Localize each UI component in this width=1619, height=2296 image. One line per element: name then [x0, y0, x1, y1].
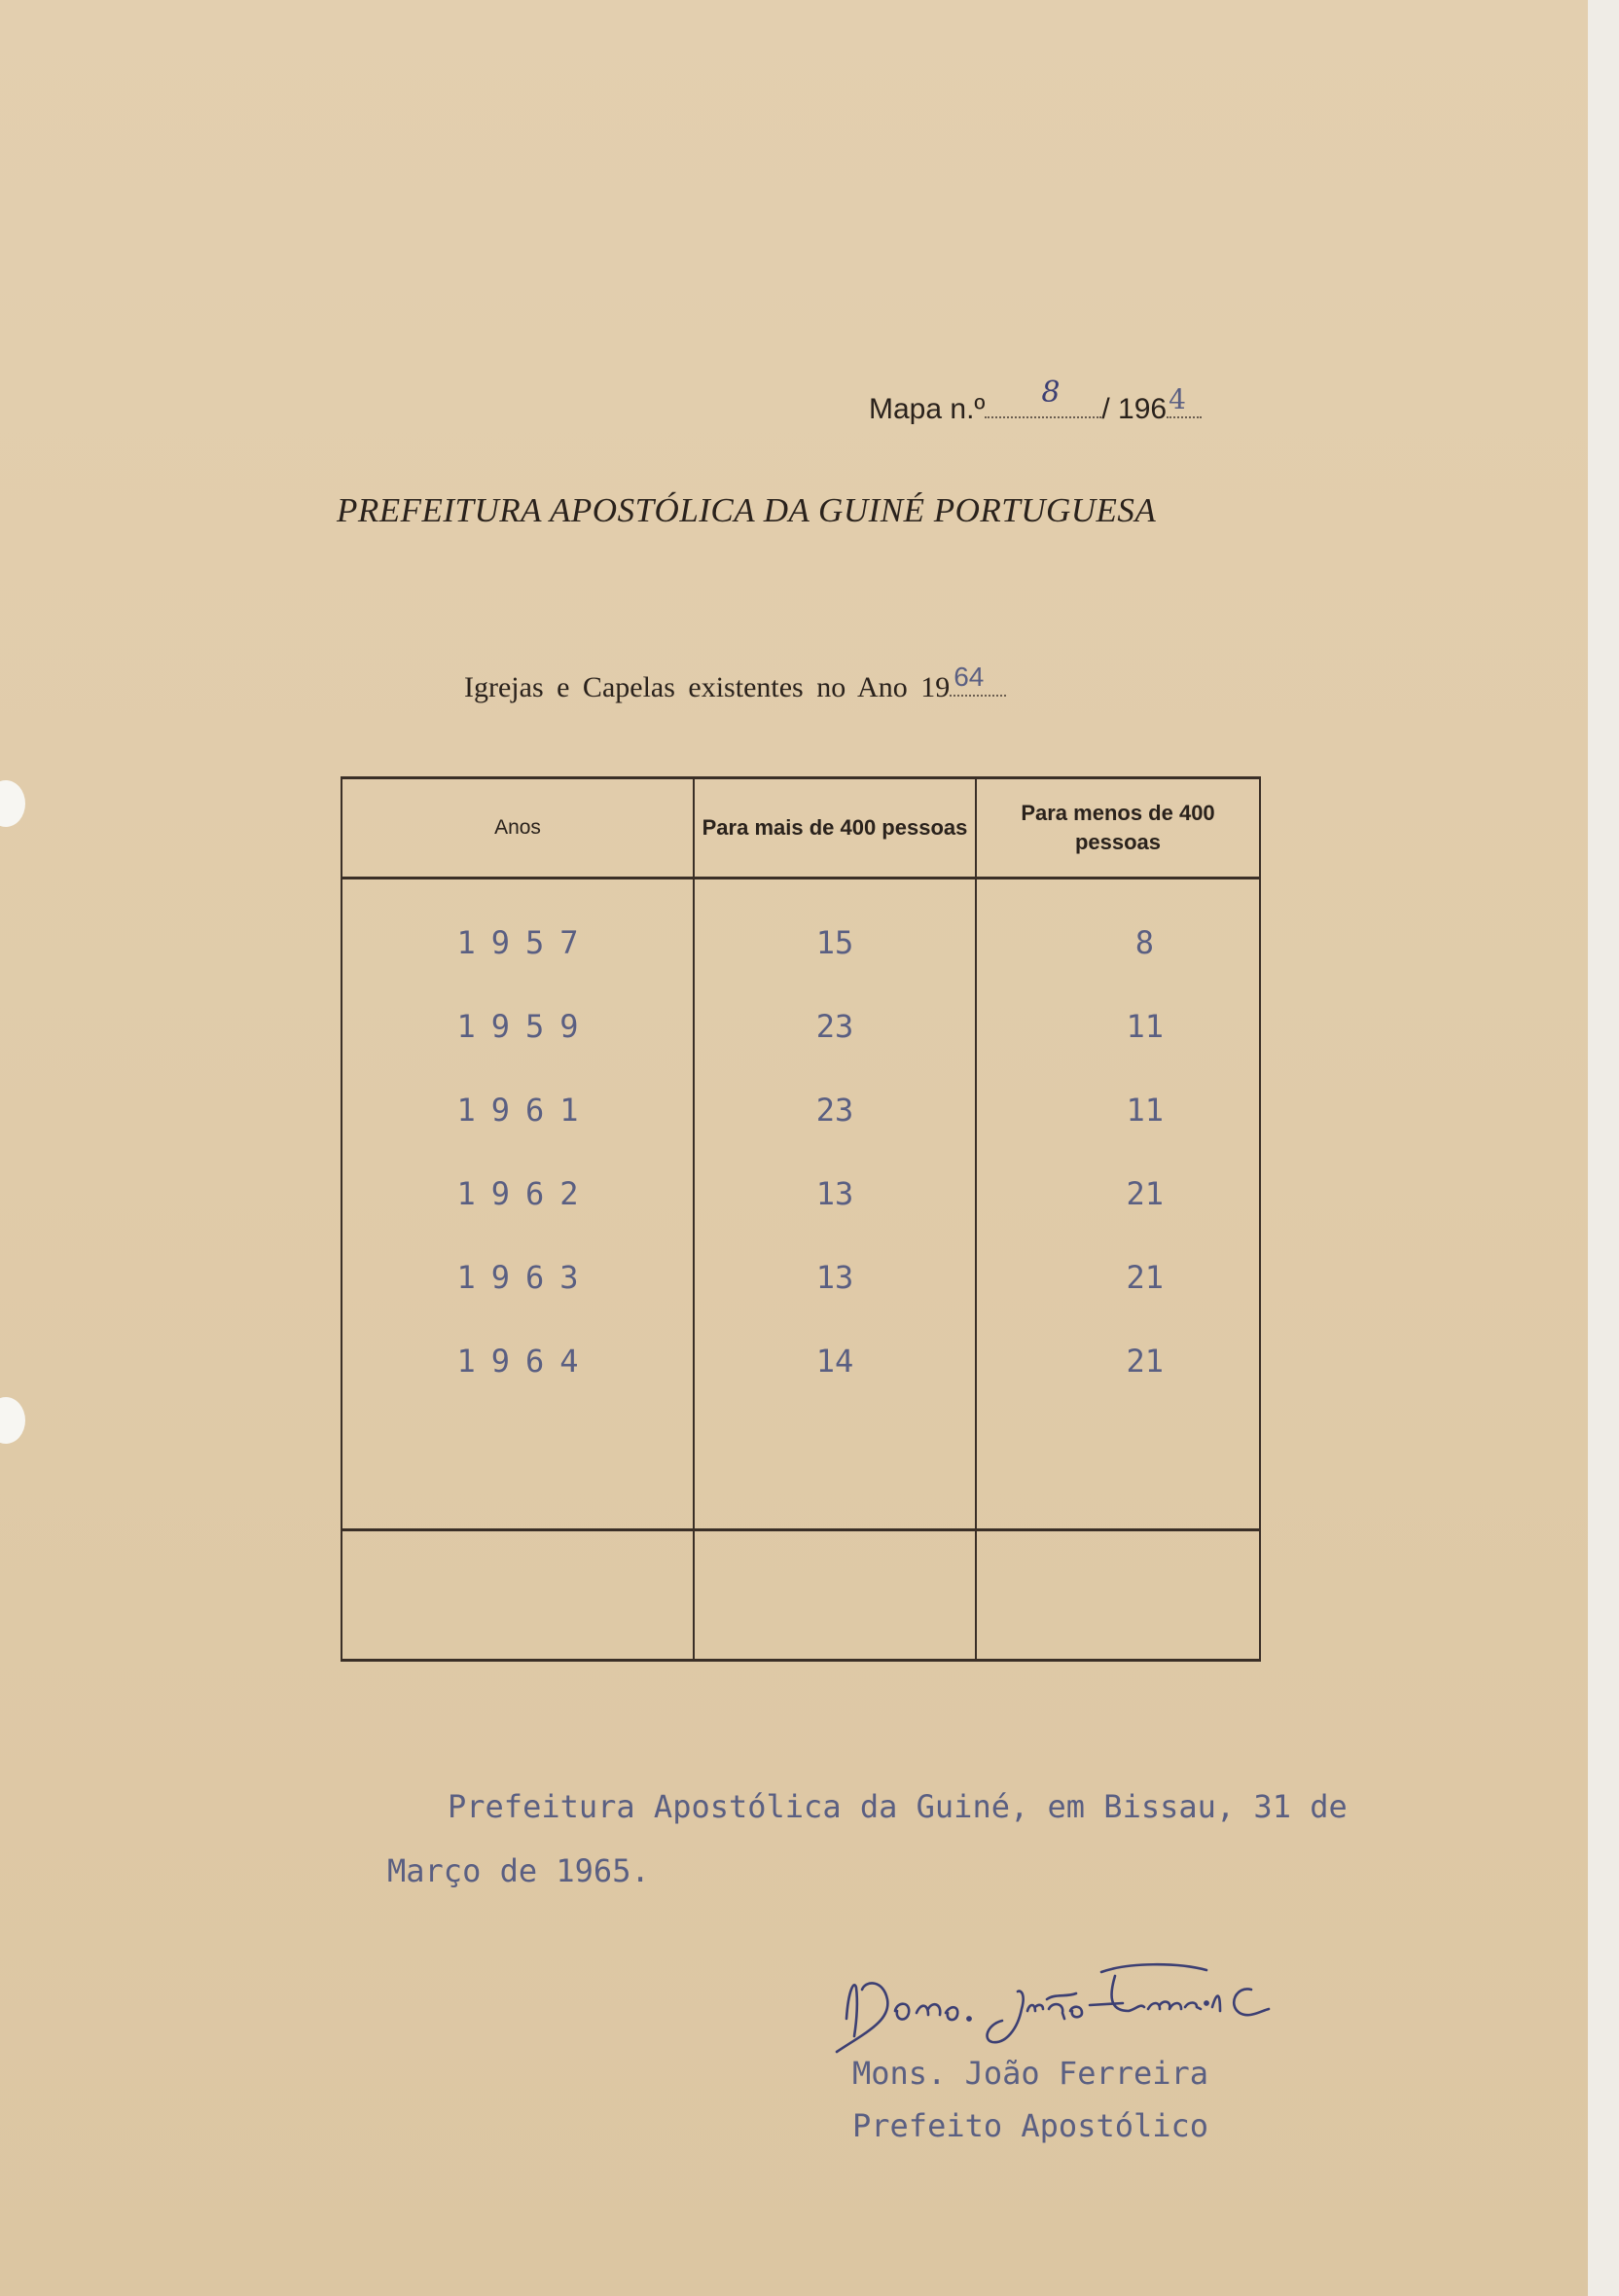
- column-header-years: Anos: [342, 778, 694, 879]
- cell-year: 1962: [342, 1152, 694, 1236]
- table-row: [342, 1068, 1260, 1152]
- cell-less-400: 8: [976, 901, 1260, 985]
- subtitle-year-prefix: 19: [920, 671, 951, 703]
- table-row: [342, 901, 1260, 985]
- churches-table: [341, 776, 1261, 1662]
- table-header-row: [342, 778, 1260, 879]
- subtitle-line: [464, 662, 1006, 704]
- subtitle-text: Igrejas e Capelas existentes no Ano: [464, 671, 908, 703]
- page-edge: [1588, 0, 1619, 2296]
- cell-more-400: 23: [694, 1068, 976, 1152]
- table-row: [342, 1319, 1260, 1403]
- signatory-name: Mons. João Ferreira: [852, 2055, 1209, 2092]
- column-header-more-400: Para mais de 400 pessoas: [694, 778, 976, 879]
- subtitle-year-field: [950, 662, 1006, 697]
- cell-year: 1963: [342, 1236, 694, 1319]
- cell-more-400: 13: [694, 1236, 976, 1319]
- cell-year: 1961: [342, 1068, 694, 1152]
- page-title: PREFEITURA APOSTÓLICA DA GUINÉ PORTUGUESA: [337, 491, 1157, 529]
- table-spacer-row: [342, 879, 1260, 901]
- place-date-line-1: Prefeitura Apostólica da Guiné, em Bissau, 31 de: [448, 1788, 1348, 1825]
- cell-less-400: 21: [976, 1236, 1260, 1319]
- punch-hole: [0, 780, 25, 827]
- subtitle-year-value: 64: [953, 662, 985, 692]
- table-row: [342, 1152, 1260, 1236]
- mapa-year-field: [1167, 383, 1202, 418]
- cell-year: 1964: [342, 1319, 694, 1403]
- table-row: [342, 1236, 1260, 1319]
- cell-more-400: 13: [694, 1152, 976, 1236]
- cell-year: 1957: [342, 901, 694, 985]
- mapa-number-line: [869, 376, 1202, 426]
- table-footer-row: [342, 1529, 1260, 1660]
- mapa-year-prefix: / 196: [1101, 393, 1168, 425]
- mapa-number-field: [985, 376, 1101, 418]
- signatory-role: Prefeito Apostólico: [852, 2107, 1209, 2144]
- mapa-number-handwritten: 8: [1041, 376, 1061, 410]
- handwritten-signature: [827, 1951, 1304, 2058]
- cell-less-400: 21: [976, 1319, 1260, 1403]
- mapa-label: Mapa n.º: [869, 393, 986, 425]
- cell-more-400: 15: [694, 901, 976, 985]
- cell-less-400: 11: [976, 985, 1260, 1068]
- cell-less-400: 21: [976, 1152, 1260, 1236]
- cell-less-400: 11: [976, 1068, 1260, 1152]
- cell-year: 1959: [342, 985, 694, 1068]
- table-empty-row: [342, 1403, 1260, 1530]
- table-row: [342, 985, 1260, 1068]
- cell-more-400: 14: [694, 1319, 976, 1403]
- place-date-line-2: Março de 1965.: [387, 1852, 650, 1889]
- column-header-less-400: Para menos de 400 pessoas: [976, 778, 1260, 879]
- punch-hole: [0, 1397, 25, 1444]
- cell-more-400: 23: [694, 985, 976, 1068]
- mapa-year-digit: 4: [1169, 383, 1186, 415]
